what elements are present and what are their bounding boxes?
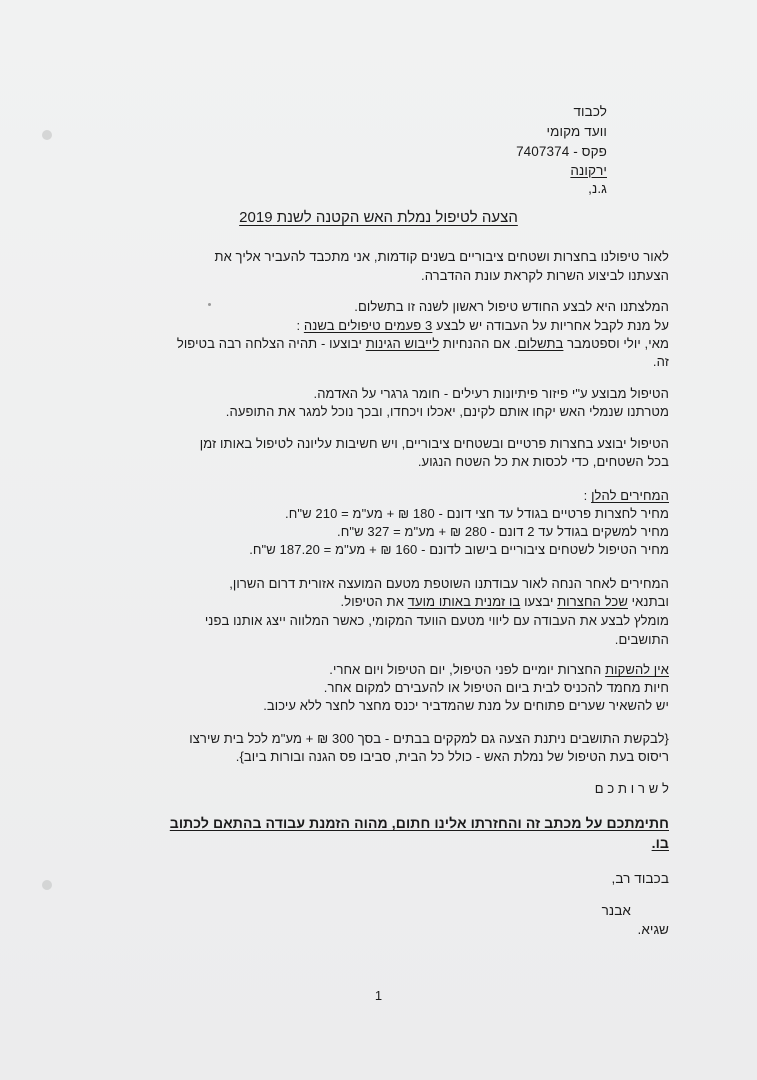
letter-title: הצעה לטיפול נמלת האש הקטנה לשנת 2019 [239,209,518,226]
price-private-yards: מחיר לחצרות פרטיים בגודל עד חצי דונם - 180 ₪ + מע"מ = 210 ש"ח. [285,506,669,521]
recommendation-line-4: זה. [652,354,669,369]
intro-line-1: לאור טיפולנו בחצרות ושטחים ציבוריים בשנים קודמות, אני מתכבד להעביר אליך את [214,249,669,264]
price-farms: מחיר למשקים בגודל עד 2 דונם - 280 ₪ + מע"מ = 327 ש"ח. [337,524,669,539]
address-place: ירקונה [570,163,607,178]
intro-line-2: הצעתנו לביצוע השרות לקראת עונת ההדברה. [421,268,669,283]
same-time-emphasis: בו זמנית באותו מועד [407,594,521,609]
punch-hole-mark [42,130,52,140]
service-line: ל ש ר ו ת כ ם [594,781,669,796]
extra-offer-line-2: ריסוס בעת הטיפול של נמלת האש - כולל כל הבית, סביבו פס הגנה ובורות ביוב}. [235,749,669,764]
garden-drying-emphasis: לייבוש הגינות [365,336,440,351]
paid-emphasis: בתשלום [517,336,564,351]
extra-offer-line-1: {לבקשת התושבים ניתנת הצעה גם למקקים בבתים - בסך 300 ₪ + מע"מ לכל בית שירצו [189,731,669,746]
recommendation-line-3: מאי, יולי וספטמבר בתשלום. אם ההנחיות לייבוש הגינות יבוצעו - תהיה הצלחה רבה בטיפול [176,336,669,351]
scope-line-1: הטיפול יבוצע בחצרות פרטיים ובשטחים ציבוריים, ויש חשיבות עליונה לטיפול באותו זמן [199,436,669,451]
page-number: 1 [374,988,383,1003]
treatments-per-year: 3 פעמים טיפולים בשנה [303,318,433,333]
signature-request-line-2: בו. [651,835,669,851]
instruction-no-watering: אין להשקות החצרות יומיים לפני הטיפול, יום הטיפול ויום אחרי. [329,662,669,677]
recommendation-line-1: המלצתנו היא לבצע החודש טיפול ראשון לשנה זו בתשלום. [354,299,669,314]
signature-last-name: שגיא. [637,922,669,937]
address-greeting: ג.נ, [588,181,607,196]
all-yards-emphasis: שכל החצרות [557,594,628,609]
discount-line-3: מומלץ לבצע את העבודה עם ליווי מטעם הוועד המקומי, כאשר המלווה ייצג אותנו בפני [204,613,669,628]
instruction-pets: חיות מחמד להכניס לבית ביום הטיפול או להעבירם למקום אחר. [323,680,669,695]
scan-speck [208,303,211,306]
scope-line-2: בכל השטחים, כדי לכסות את כל השטח הנגוע. [417,454,669,469]
address-fax: פקס - 7407374 [516,144,607,159]
closing-regards: בכבוד רב, [611,871,669,886]
instruction-gates: יש להשאיר שערים פתוחים על מנת שהמדביר יכנס מחצר לחצר ללא עיכוב. [263,698,669,713]
prices-heading: המחירים להלן : [583,488,669,503]
punch-hole-mark [42,880,52,890]
discount-line-2: ובתנאי שכל החצרות יבצעו בו זמנית באותו מועד את הטיפול. [340,594,669,609]
method-line-1: הטיפול מבוצע ע"י פיזור פיתיונות רעילים - חומר גרגרי על האדמה. [313,386,669,401]
discount-line-1: המחירים לאחר הנחה לאור עבודתנו השוטפת מטעם המועצה אזורית דרום השרון, [229,576,669,591]
discount-line-4: התושבים. [614,632,669,647]
signature-first-name: אבנר [601,903,631,918]
price-public-areas: מחיר הטיפול לשטחים ציבוריים בישוב לדונם - 160 ₪ + מע"מ = 187.20 ש"ח. [249,542,669,557]
recommendation-line-2: על מנת לקבל אחריות על העבודה יש לבצע 3 פעמים טיפולים בשנה : [296,318,669,333]
signature-request-line-1: חתימתכם על מכתב זה והחזרתו אלינו חתום, מהוה הזמנת עבודה בהתאם לכתוב [169,815,669,831]
method-line-2: מטרתנו שנמלי האש יקחו אותם לקינם, יאכלו ויכחדו, ובכך נוכל למגר את התופעה. [225,404,669,419]
address-to: לכבוד [573,104,607,119]
address-committee: וועד מקומי [546,124,607,139]
